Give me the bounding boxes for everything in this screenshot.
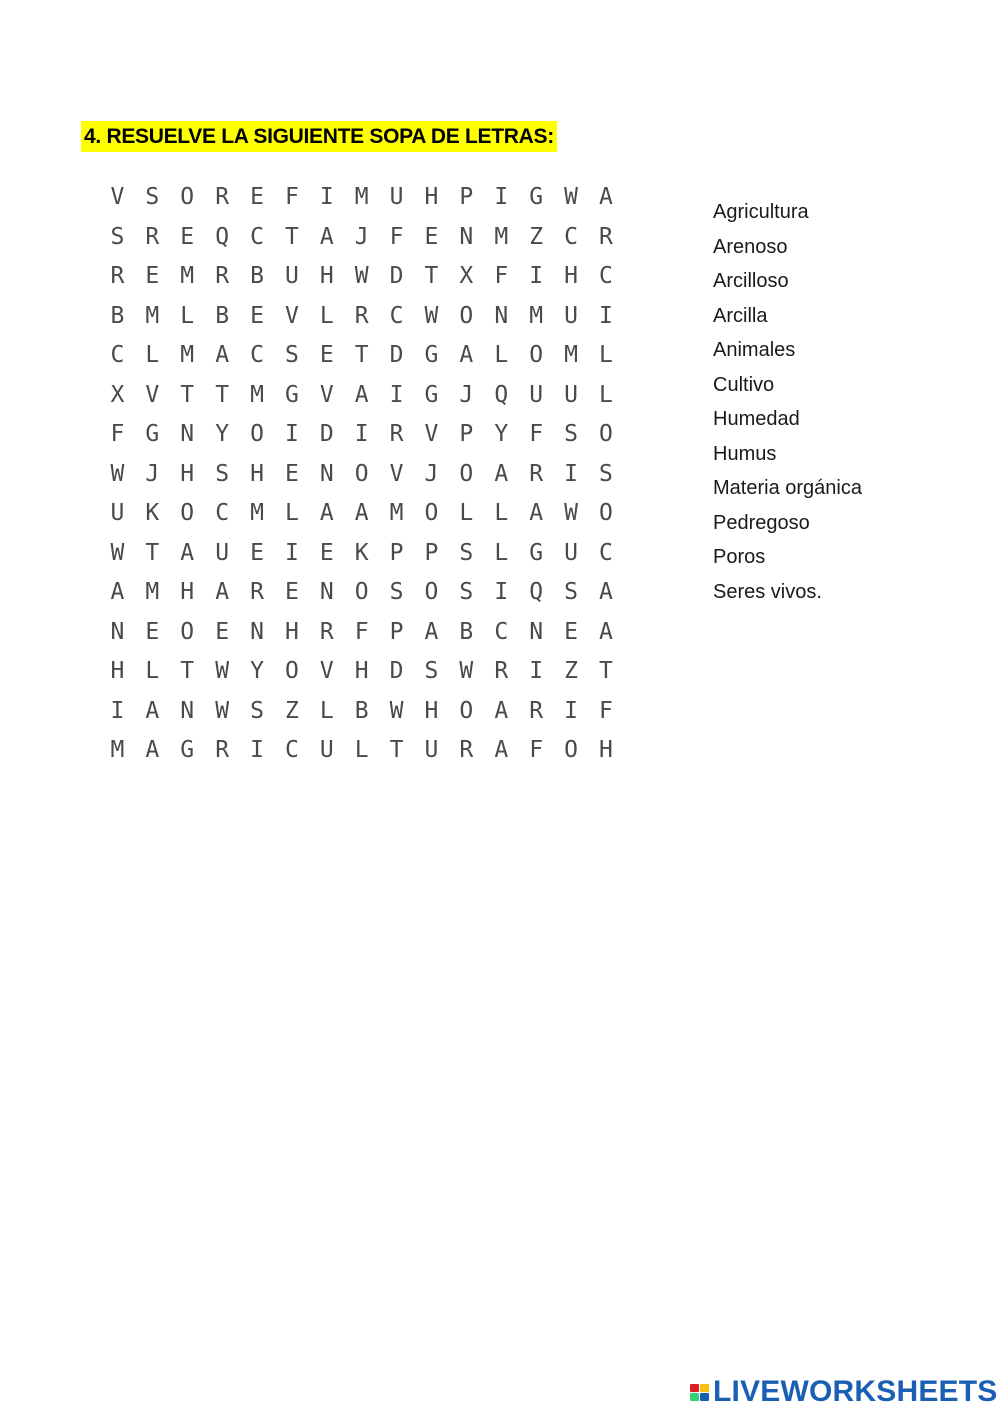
grid-letter[interactable]: E xyxy=(215,618,230,645)
grid-letter[interactable]: H xyxy=(354,658,369,684)
grid-letter[interactable]: F xyxy=(529,421,544,447)
grid-letter[interactable]: N xyxy=(319,579,334,605)
grid-letter[interactable]: U xyxy=(424,737,439,763)
grid-letter[interactable]: W xyxy=(389,697,404,724)
grid-letter[interactable]: G xyxy=(529,184,544,210)
grid-letter[interactable]: M xyxy=(110,737,125,763)
grid-letter[interactable]: B xyxy=(459,618,474,645)
grid-letter[interactable]: S xyxy=(215,460,230,487)
grid-letter[interactable]: A xyxy=(215,579,230,605)
grid-letter[interactable]: E xyxy=(564,618,578,645)
grid-letter[interactable]: U xyxy=(319,737,334,763)
grid-letter[interactable]: C xyxy=(215,500,230,526)
word-list-item: Humedad xyxy=(713,408,800,430)
grid-letter[interactable]: O xyxy=(459,460,474,487)
grid-letter[interactable]: T xyxy=(180,381,195,408)
grid-letter[interactable]: A xyxy=(424,618,439,645)
grid-letter[interactable]: J xyxy=(354,223,369,250)
grid-letter[interactable]: H xyxy=(598,737,613,763)
grid-letter[interactable]: D xyxy=(389,658,404,684)
grid-letter[interactable]: G xyxy=(529,539,544,566)
grid-letter[interactable]: V xyxy=(145,381,160,408)
grid-letter[interactable]: H xyxy=(564,263,578,289)
grid-letter[interactable]: D xyxy=(389,263,404,289)
grid-letter[interactable]: I xyxy=(598,302,613,329)
grid-letter[interactable]: A xyxy=(459,342,474,368)
grid-letter[interactable]: U xyxy=(564,302,578,329)
grid-letter[interactable]: A xyxy=(494,460,509,487)
grid-letter[interactable]: R xyxy=(529,697,544,724)
grid-letter[interactable]: V xyxy=(110,184,125,210)
grid-letter[interactable]: B xyxy=(215,302,230,329)
grid-letter[interactable]: L xyxy=(145,658,160,684)
grid-letter[interactable]: I xyxy=(529,263,544,289)
grid-letter[interactable]: L xyxy=(180,302,195,329)
grid-letter[interactable]: A xyxy=(494,737,509,763)
grid-letter[interactable]: N xyxy=(180,697,195,724)
grid-letter[interactable]: K xyxy=(145,500,160,526)
grid-letter[interactable]: C xyxy=(598,539,613,566)
grid-letter[interactable]: M xyxy=(145,579,160,605)
word-list-item: Pedregoso xyxy=(713,511,810,534)
grid-letter[interactable]: B xyxy=(354,697,369,724)
grid-letter[interactable]: U xyxy=(389,184,404,210)
grid-letter[interactable]: H xyxy=(424,184,439,210)
word-list-item: Animales xyxy=(713,339,796,361)
grid-letter[interactable]: T xyxy=(284,223,299,250)
grid-letter[interactable]: U xyxy=(110,500,125,526)
grid-letter[interactable]: R xyxy=(389,421,404,447)
grid-letter[interactable]: X xyxy=(459,263,474,289)
grid-letter[interactable]: R xyxy=(215,263,230,289)
liveworksheets-brand[interactable] xyxy=(690,1375,998,1409)
word-list-item: Agricultura xyxy=(713,201,809,223)
grid-letter[interactable]: R xyxy=(494,658,509,684)
grid-letter[interactable]: Y xyxy=(215,421,230,447)
grid-letter[interactable]: S xyxy=(598,460,613,487)
word-list-item: Arcilla xyxy=(713,304,768,327)
grid-letter[interactable]: V xyxy=(319,381,334,408)
grid-letter[interactable]: W xyxy=(564,500,578,526)
grid-letter[interactable]: T xyxy=(598,658,613,684)
grid-letter[interactable]: M xyxy=(564,342,578,368)
grid-letter[interactable]: D xyxy=(389,342,404,368)
grid-letter[interactable]: O xyxy=(180,184,195,210)
grid-letter[interactable]: S xyxy=(110,223,125,250)
grid-letter[interactable]: E xyxy=(284,579,299,605)
grid-letter[interactable]: R xyxy=(215,737,230,763)
grid-letter[interactable]: G xyxy=(284,381,299,408)
grid-letter[interactable]: M xyxy=(494,223,509,250)
word-list-item: Poros xyxy=(713,546,766,568)
grid-letter[interactable]: E xyxy=(250,539,264,566)
grid-letter[interactable]: F xyxy=(284,184,299,210)
grid-letter[interactable]: L xyxy=(284,500,299,526)
grid-letter[interactable]: C xyxy=(250,342,264,368)
grid-letter[interactable]: L xyxy=(598,381,613,408)
grid-letter[interactable]: O xyxy=(564,737,578,763)
grid-letter[interactable]: V xyxy=(424,421,439,447)
grid-letter[interactable]: R xyxy=(459,737,474,763)
grid-letter[interactable]: D xyxy=(319,421,334,447)
grid-letter[interactable]: W xyxy=(424,302,439,329)
grid-letter[interactable]: M xyxy=(180,342,195,368)
grid-letter[interactable]: M xyxy=(389,500,404,526)
grid-letter[interactable]: N xyxy=(180,421,195,447)
grid-letter[interactable]: C xyxy=(250,223,264,250)
grid-letter[interactable]: S xyxy=(459,539,474,566)
grid-letter[interactable]: A xyxy=(319,223,334,250)
grid-letter[interactable]: I xyxy=(354,421,369,447)
grid-letter[interactable]: F xyxy=(354,618,369,645)
exercise-heading: 4. RESUELVE LA SIGUIENTE SOPA DE LETRAS: xyxy=(81,121,557,152)
grid-letter[interactable]: P xyxy=(459,184,474,210)
grid-letter[interactable]: R xyxy=(215,184,230,210)
liveworksheets-logo-icon xyxy=(690,1384,709,1401)
grid-letter[interactable]: O xyxy=(354,579,369,605)
grid-letter[interactable]: J xyxy=(145,460,160,487)
grid-letter[interactable]: W xyxy=(215,697,230,724)
grid-letter[interactable]: A xyxy=(494,697,509,724)
grid-letter[interactable]: F xyxy=(110,421,125,447)
grid-letter[interactable]: A xyxy=(598,184,613,210)
grid-letter[interactable]: S xyxy=(424,658,439,684)
grid-letter[interactable]: T xyxy=(215,381,230,408)
grid-letter[interactable]: W xyxy=(564,184,578,210)
grid-letter[interactable]: H xyxy=(284,618,299,645)
grid-letter[interactable]: R xyxy=(529,460,544,487)
grid-letter[interactable]: A xyxy=(110,579,125,605)
grid-letter[interactable]: A xyxy=(354,381,369,408)
grid-letter[interactable]: C xyxy=(110,342,125,368)
grid-letter[interactable]: W xyxy=(459,658,474,684)
grid-letter[interactable]: S xyxy=(250,697,264,724)
grid-letter[interactable]: Q xyxy=(215,223,230,250)
brand-name: LIVEWORKSHEETS xyxy=(713,1375,998,1408)
grid-letter[interactable]: S xyxy=(145,184,160,210)
grid-letter[interactable]: U xyxy=(564,539,578,566)
grid-letter[interactable]: O xyxy=(529,342,544,368)
grid-letter[interactable]: N xyxy=(110,618,125,645)
grid-letter[interactable]: A xyxy=(319,500,334,526)
grid-letter[interactable]: F xyxy=(494,263,509,289)
grid-letter[interactable]: P xyxy=(424,539,439,566)
grid-letter[interactable]: E xyxy=(319,342,334,368)
grid-letter[interactable]: V xyxy=(319,658,334,684)
grid-letter[interactable]: V xyxy=(389,460,404,487)
grid-letter[interactable]: N xyxy=(529,618,544,645)
grid-letter[interactable]: E xyxy=(250,302,264,329)
grid-letter[interactable]: A xyxy=(354,500,369,526)
grid-letter[interactable]: L xyxy=(494,342,509,368)
grid-letter[interactable]: P xyxy=(459,421,474,447)
grid-letter[interactable]: I xyxy=(494,579,509,605)
grid-letter[interactable]: R xyxy=(354,302,369,329)
grid-letter[interactable]: I xyxy=(529,658,544,684)
grid-letter[interactable]: H xyxy=(250,460,264,487)
grid-letter[interactable]: T xyxy=(180,658,195,684)
grid-letter[interactable]: X xyxy=(110,381,125,408)
grid-letter[interactable]: A xyxy=(145,697,160,724)
grid-letter[interactable]: U xyxy=(215,539,230,566)
grid-letter[interactable]: O xyxy=(284,658,299,684)
grid-letter[interactable]: Q xyxy=(494,381,509,408)
grid-letter[interactable]: E xyxy=(145,263,160,289)
grid-letter[interactable]: T xyxy=(424,263,439,289)
grid-letter[interactable]: K xyxy=(354,539,369,566)
grid-letter[interactable]: P xyxy=(389,539,404,566)
grid-letter[interactable]: O xyxy=(598,500,613,526)
word-list-item: Arenoso xyxy=(713,235,788,258)
grid-letter[interactable]: O xyxy=(250,421,264,447)
grid-letter[interactable]: T xyxy=(145,539,160,566)
word-search-grid[interactable] xyxy=(100,178,654,771)
grid-letter[interactable]: E xyxy=(250,184,264,210)
grid-letter[interactable]: C xyxy=(564,223,578,250)
grid-letter[interactable]: Y xyxy=(250,658,264,684)
grid-letter[interactable]: O xyxy=(180,500,195,526)
grid-letter[interactable]: O xyxy=(354,460,369,487)
grid-letter[interactable]: W xyxy=(110,539,125,566)
grid-letter[interactable]: S xyxy=(564,579,578,605)
grid-letter[interactable]: N xyxy=(250,618,264,645)
grid-letter[interactable]: G xyxy=(424,342,439,368)
grid-letter[interactable]: A xyxy=(598,579,613,605)
grid-letter[interactable]: M xyxy=(529,302,544,329)
grid-letter[interactable]: U xyxy=(284,263,299,289)
grid-letter[interactable]: I xyxy=(284,421,299,447)
grid-letter[interactable]: U xyxy=(564,381,578,408)
grid-letter[interactable]: B xyxy=(110,302,125,329)
grid-letter[interactable]: Q xyxy=(529,579,544,605)
grid-letter[interactable]: M xyxy=(180,263,195,289)
grid-letter[interactable]: O xyxy=(459,697,474,724)
grid-letter[interactable]: E xyxy=(145,618,160,645)
word-list-item: Arcilloso xyxy=(713,270,789,292)
grid-letter[interactable]: L xyxy=(494,539,509,566)
grid-letter[interactable]: L xyxy=(145,342,160,368)
grid-letter[interactable]: V xyxy=(284,302,299,329)
grid-letter[interactable]: C xyxy=(284,737,299,763)
grid-letter[interactable]: S xyxy=(389,579,404,605)
grid-letter[interactable]: L xyxy=(459,500,474,526)
grid-letter[interactable]: H xyxy=(180,579,195,605)
grid-letter[interactable]: M xyxy=(250,500,264,526)
grid-letter[interactable]: R xyxy=(319,618,334,645)
grid-letter[interactable]: L xyxy=(354,737,369,763)
word-list xyxy=(713,195,862,609)
grid-letter[interactable]: M xyxy=(354,184,369,210)
grid-letter[interactable]: I xyxy=(250,737,264,763)
grid-letter[interactable]: I xyxy=(110,697,125,724)
grid-letter[interactable]: J xyxy=(459,381,474,408)
grid-letter[interactable]: R xyxy=(145,223,160,250)
grid-letter[interactable]: I xyxy=(284,539,299,566)
grid-letter[interactable]: C xyxy=(598,263,613,289)
grid-letter[interactable]: G xyxy=(180,737,195,763)
grid-letter[interactable]: Z xyxy=(564,658,578,684)
grid-letter[interactable]: C xyxy=(389,302,404,329)
grid-letter[interactable]: R xyxy=(250,579,264,605)
grid-letter[interactable]: S xyxy=(284,342,299,368)
grid-letter[interactable]: H xyxy=(180,460,195,487)
grid-letter[interactable]: J xyxy=(424,460,439,487)
grid-letter[interactable]: G xyxy=(145,421,160,447)
grid-letter[interactable]: O xyxy=(424,500,439,526)
grid-letter[interactable]: B xyxy=(250,263,264,289)
grid-letter[interactable]: P xyxy=(389,618,404,645)
grid-letter[interactable]: Y xyxy=(494,421,509,447)
grid-letter[interactable]: A xyxy=(598,618,613,645)
grid-letter[interactable]: L xyxy=(598,342,613,368)
grid-letter[interactable]: O xyxy=(424,579,439,605)
word-list-item: Materia orgánica xyxy=(713,477,862,499)
grid-letter[interactable]: E xyxy=(424,223,439,250)
grid-letter[interactable]: N xyxy=(319,460,334,487)
grid-letter[interactable]: Z xyxy=(284,697,299,724)
grid-letter[interactable]: H xyxy=(319,263,334,289)
grid-letter[interactable]: R xyxy=(110,263,125,289)
grid-letter[interactable]: M xyxy=(145,302,160,329)
grid-letter[interactable]: S xyxy=(459,579,474,605)
grid-letter[interactable]: F xyxy=(598,697,613,724)
grid-letter[interactable]: N xyxy=(494,302,509,329)
grid-letter[interactable]: W xyxy=(110,460,125,487)
grid-letter[interactable]: H xyxy=(110,658,125,684)
grid-letter[interactable]: I xyxy=(564,697,578,724)
grid-letter[interactable]: I xyxy=(494,184,509,210)
grid-letter[interactable]: L xyxy=(319,697,334,724)
grid-letter[interactable]: U xyxy=(529,381,544,408)
grid-letter[interactable]: W xyxy=(215,658,230,684)
grid-letter[interactable]: L xyxy=(319,302,334,329)
word-list-item: Seres vivos. xyxy=(713,580,822,603)
grid-letter[interactable]: A xyxy=(145,737,160,763)
grid-letter[interactable]: E xyxy=(180,223,195,250)
grid-letter[interactable]: O xyxy=(598,421,613,447)
grid-letter[interactable]: T xyxy=(389,737,404,763)
grid-letter[interactable]: R xyxy=(598,223,613,250)
grid-letter[interactable]: A xyxy=(529,500,544,526)
grid-letter[interactable]: O xyxy=(459,302,474,329)
grid-letter[interactable]: W xyxy=(354,263,369,289)
grid-letter[interactable]: O xyxy=(180,618,195,645)
grid-letter[interactable]: E xyxy=(319,539,334,566)
word-list-item: Humus xyxy=(713,442,777,465)
grid-letter[interactable]: A xyxy=(180,539,195,566)
grid-letter[interactable]: I xyxy=(319,184,334,210)
grid-letter[interactable]: I xyxy=(564,460,578,487)
grid-letter[interactable]: N xyxy=(459,223,474,250)
grid-letter[interactable]: S xyxy=(564,421,578,447)
grid-letter[interactable]: L xyxy=(494,500,509,526)
grid-letter[interactable]: E xyxy=(284,460,299,487)
grid-letter[interactable]: M xyxy=(250,381,264,408)
grid-letter[interactable]: G xyxy=(424,381,439,408)
grid-letter[interactable]: Z xyxy=(529,223,544,250)
grid-letter[interactable]: T xyxy=(354,342,369,368)
word-list-item: Cultivo xyxy=(713,373,775,396)
grid-letter[interactable]: I xyxy=(389,381,404,408)
grid-letter[interactable]: F xyxy=(529,737,544,763)
grid-letter[interactable]: A xyxy=(215,342,230,368)
grid-letter[interactable]: H xyxy=(424,697,439,724)
grid-letter[interactable]: C xyxy=(494,618,509,645)
grid-letter[interactable]: F xyxy=(389,223,404,250)
